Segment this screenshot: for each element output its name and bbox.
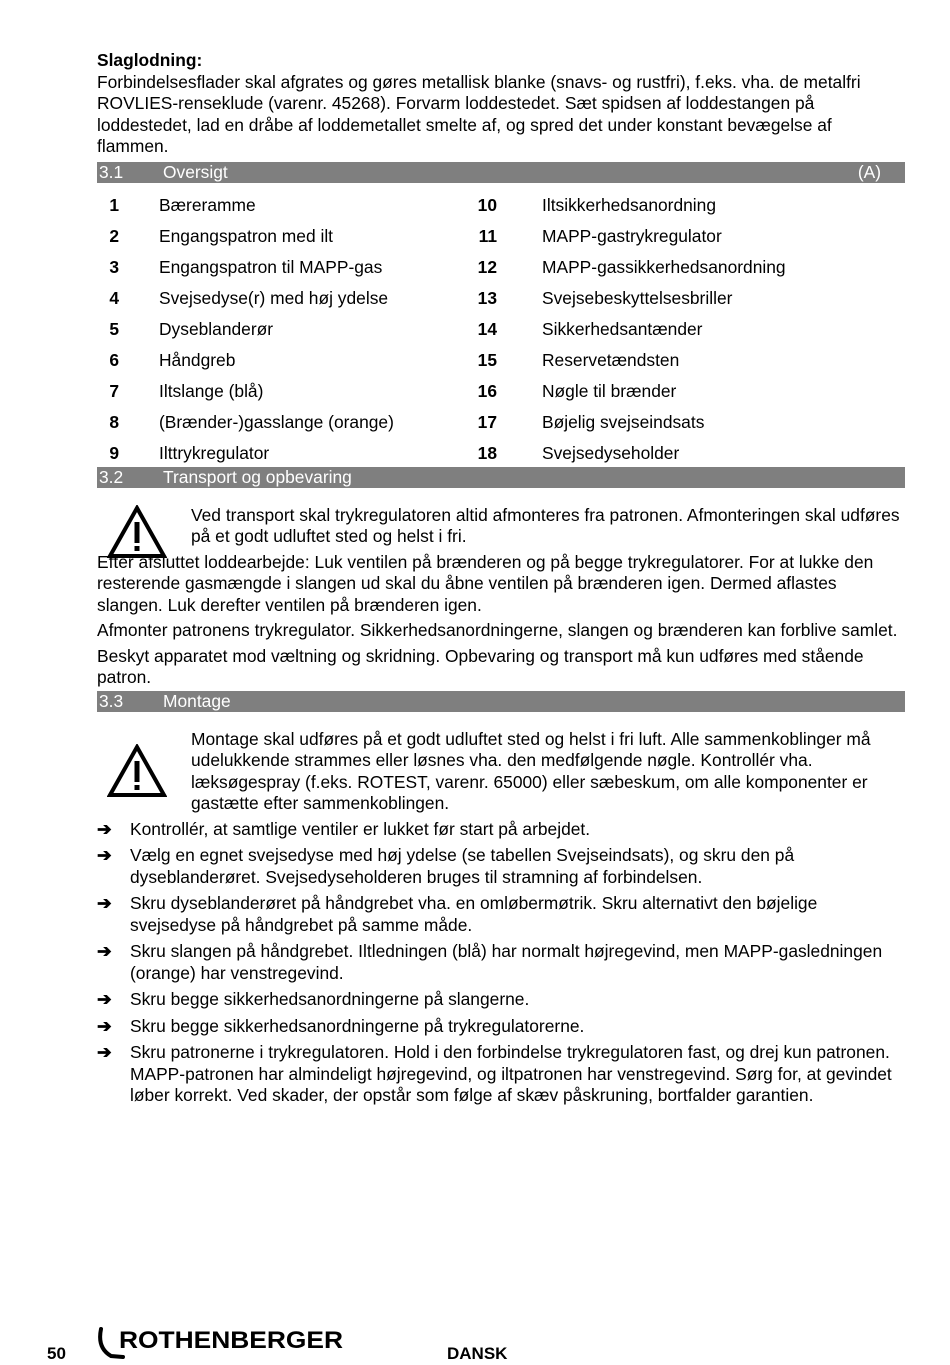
arrow-right-icon: ➔ — [97, 845, 112, 865]
part-label: MAPP-gassikkerhedsanordning — [542, 256, 786, 277]
slaglodning-paragraph: Forbindelsesflader skal afgrates og gøres metallisk blanke (snavs- og rustfri), f.eks. vha. de metalfri ROVLIES-renseklude (varenr. 45268). Forvarm loddestedet. Sæt spidsen af loddestangen på loddestedet, lad en dråbe af loddemetallet smelte af, og spred det under konstant bevægelse af flammen. — [97, 71, 861, 156]
section-header-oversigt — [97, 162, 905, 183]
list-item — [97, 819, 905, 841]
brand-wordmark: ROTHENBERGER — [119, 1327, 343, 1354]
arrow-right-icon: ➔ — [97, 989, 112, 1009]
part-number: 13 — [477, 287, 497, 308]
montage-warning — [97, 729, 905, 815]
transport-paragraph: Afmonter patronens trykregulator. Sikkerhedsanordningerne, slangen og brænderen kan forblive samlet. — [97, 620, 898, 640]
part-label: Engangspatron med ilt — [159, 225, 334, 246]
rothenberger-logo — [97, 1326, 347, 1360]
part-number: 10 — [477, 194, 497, 215]
part-label: Nøgle til brænder — [542, 380, 677, 401]
section-title: Transport og opbevaring — [163, 466, 352, 487]
part-label: Reservetændsten — [542, 349, 680, 370]
parts-row — [97, 350, 905, 381]
step-text: Skru begge sikkerhedsanordningerne på slangerne. — [130, 989, 530, 1009]
part-number: 5 — [109, 318, 119, 339]
part-label: (Brænder-)gasslange (orange) — [159, 411, 394, 432]
section-title: Oversigt — [163, 161, 228, 182]
parts-row — [97, 412, 905, 443]
part-number: 8 — [109, 411, 119, 432]
list-item — [97, 941, 905, 984]
step-text: Skru patronerne i trykregulatoren. Hold i den forbindelse trykregulatoren fast, og drej kun patronen. MAPP-patronen har almindeligt højregevind, og iltpatronen har venstregevind. Sørg for, at gevindet løber korrekt. Ved skader, der opstår som følge af skæv påskruning, bortfalder garantien. — [130, 1042, 892, 1105]
parts-row — [97, 319, 905, 350]
transport-warning — [97, 505, 905, 548]
part-label: Håndgreb — [159, 349, 236, 370]
part-number: 14 — [477, 318, 497, 339]
document-body — [97, 50, 905, 1112]
montage-steps — [97, 819, 905, 1107]
step-text: Vælg en egnet svejsedyse med høj ydelse (se tabellen Svejseindsats), og skru den på dyseblanderøret. Svejsedyseholderen bruges til stramning af forbindelsen. — [130, 845, 795, 887]
transport-paragraph: Beskyt apparatet mod væltning og skridning. Opbevaring og transport må kun udføres med stående patron. — [97, 645, 864, 687]
section-number: 3.1 — [99, 161, 124, 182]
part-number: 18 — [477, 442, 497, 463]
step-text: Skru dyseblanderøret på håndgrebet vha. en omløbermøtrik. Skru alternativt den bøjelige svejsedyse på håndgrebet på samme måde. — [130, 893, 818, 935]
step-text: Skru begge sikkerhedsanordningerne på trykregulatorerne. — [130, 1015, 585, 1036]
parts-row — [97, 443, 905, 467]
arrow-right-icon: ➔ — [97, 941, 112, 961]
step-text: Skru slangen på håndgrebet. Iltledningen (blå) har normalt højregevind, men MAPP-gasledningen (orange) har venstregevind. — [130, 941, 883, 983]
list-item — [97, 893, 905, 936]
part-number: 12 — [477, 256, 497, 277]
part-label: Svejsedyse(r) med høj ydelse — [159, 287, 389, 308]
part-number: 9 — [109, 442, 119, 463]
warning-icon — [107, 744, 167, 798]
part-number: 1 — [109, 194, 119, 215]
part-number: 7 — [109, 380, 119, 401]
slaglodning-heading: Slaglodning: — [97, 50, 203, 70]
parts-row — [97, 381, 905, 412]
arrow-right-icon: ➔ — [97, 1042, 112, 1062]
part-label: Engangspatron til MAPP-gas — [159, 256, 383, 277]
section-header-montage — [97, 691, 905, 712]
figure-reference: (A) — [857, 161, 881, 182]
part-label: Svejsebeskyttelsesbriller — [542, 287, 733, 308]
part-label: Iltsikkerhedsanordning — [542, 194, 717, 215]
part-number: 6 — [109, 349, 119, 370]
part-label: Iltslange (blå) — [159, 380, 264, 401]
part-label: Bæreramme — [159, 194, 256, 215]
part-number: 15 — [477, 349, 497, 370]
part-number: 11 — [478, 225, 497, 246]
arrow-right-icon: ➔ — [97, 818, 112, 839]
list-item — [97, 1016, 905, 1038]
part-label: MAPP-gastrykregulator — [542, 225, 722, 246]
arrow-right-icon: ➔ — [97, 1015, 112, 1036]
warning-text: Ved transport skal trykregulatoren altid afmonteres fra patronen. Afmonteringen skal udføres på et godt udluftet sted og helst i fri. — [191, 504, 900, 546]
part-label: Svejsedyseholder — [542, 442, 680, 463]
section-title: Montage — [163, 690, 231, 711]
transport-paragraph: Efter afsluttet loddearbejde: Luk ventilen på brænderen og på begge trykregulatorer. For at lukke den resterende gasmængde i slangen ud skal du åbne ventilen på brænderen igen. Dermed aflastes slangen. Luk derefter ventilen på brænderen igen. — [97, 551, 874, 615]
parts-row — [97, 288, 905, 319]
list-item — [97, 845, 905, 888]
part-number: 3 — [109, 256, 119, 277]
step-text: Kontrollér, at samtlige ventiler er lukket før start på arbejdet. — [130, 818, 591, 839]
part-number: 4 — [109, 287, 119, 308]
part-label: Dyseblanderør — [159, 318, 274, 339]
warning-text: Montage skal udføres på et godt udluftet sted og helst i fri luft. Alle sammenkoblinger må udelukkende strammes eller løsnes vha. den medfølgende nøgle. Kontrollér vha. læksøgespray (f.eks. ROTEST, varenr. 65000) eller sæbeskum, om alle komponenter er gastætte efter sammenkoblingen. — [191, 728, 871, 813]
language-label: DANSK — [447, 1344, 508, 1363]
parts-row — [97, 257, 905, 288]
parts-row — [97, 195, 905, 226]
part-label: Bøjelig svejseindsats — [542, 411, 705, 432]
section-number: 3.3 — [99, 690, 124, 711]
parts-row — [97, 226, 905, 257]
warning-icon — [107, 505, 167, 559]
section-header-transport — [97, 467, 905, 488]
section-number: 3.2 — [99, 466, 124, 487]
part-label: Ilttrykregulator — [159, 442, 270, 463]
list-item — [97, 989, 905, 1011]
part-label: Sikkerhedsantænder — [542, 318, 703, 339]
list-item — [97, 1042, 905, 1107]
arrow-right-icon: ➔ — [97, 893, 112, 913]
parts-list — [97, 195, 905, 467]
part-number: 17 — [477, 411, 497, 432]
part-number: 16 — [477, 380, 497, 401]
part-number: 2 — [109, 225, 119, 246]
page-number: 50 — [47, 1344, 66, 1363]
